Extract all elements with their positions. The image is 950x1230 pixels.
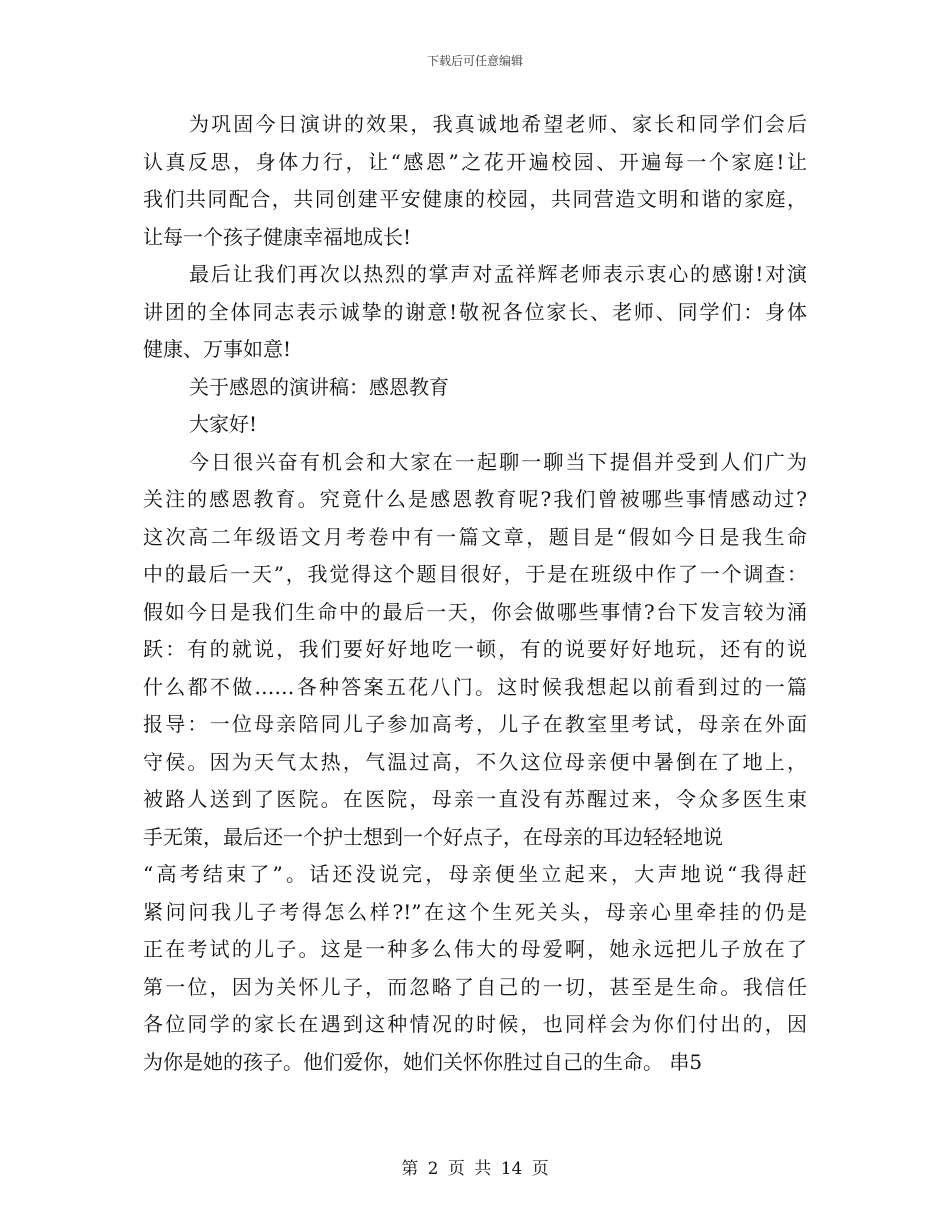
text-line: 为巩固今日演讲的效果，我真诚地希望老师、家长和同学们会后 [189, 112, 807, 136]
text-line: 紧问问我儿子考得怎么样?!”在这个生死关头，母亲心里牵挂的仍是 [143, 899, 807, 924]
text-line: 为你是她的孩子。他们爱你，她们关怀你胜过自己的生命。 串5 [143, 1049, 703, 1074]
text-line: 这次高二年级语文月考卷中有一篇文章，题目是“假如今日是我生命 [143, 524, 807, 549]
text-line: 中的最后一天”，我觉得这个题目很好，于是在班级中作了一个调查： [143, 562, 807, 586]
greeting: 大家好! [189, 412, 258, 436]
page-number: 第 2 页 共 14 页 [401, 1159, 549, 1179]
text-line: 报导：一位母亲陪同儿子参加高考，儿子在教室里考试，母亲在外面 [143, 712, 807, 736]
text-line: 讲团的全体同志表示诚挚的谢意!敬祝各位家长、老师、同学们：身体 [143, 299, 807, 324]
text-line: “高考结束了”。话还没说完，母亲便坐立起来，大声地说“我得赶 [143, 862, 807, 886]
text-line: 什么都不做……各种答案五花八门。这时候我想起以前看到过的一篇 [143, 674, 807, 699]
text-line: 我们共同配合，共同创建平安健康的校园，共同营造文明和谐的家庭， [143, 187, 807, 211]
text-line: 守侯。因为天气太热，气温过高，不久这位母亲便中暑倒在了地上， [143, 749, 807, 774]
text-line: 让每一个孩子健康幸福地成长! [143, 224, 412, 249]
text-line: 第一位，因为关怀儿子，而忽略了自己的一切，甚至是生命。我信任 [143, 974, 807, 999]
text-line: 今日很兴奋有机会和大家在一起聊一聊当下提倡并受到人们广为 [189, 449, 807, 474]
page-header: 下载后可任意编辑 [426, 54, 523, 68]
text-line: 跃：有的就说，我们要好好地吃一顿，有的说要好好地玩，还有的说 [143, 637, 807, 661]
text-line: 假如今日是我们生命中的最后一天，你会做哪些事情?台下发言较为涌 [143, 599, 807, 624]
text-line: 认真反思，身体力行，让“感恩”之花开遍校园、开遍每一个家庭!让 [143, 149, 807, 174]
document-body [143, 106, 807, 1081]
text-line: 各位同学的家长在遇到这种情况的时候，也同样会为你们付出的，因 [143, 1012, 807, 1036]
text-line: 最后让我们再次以热烈的掌声对孟祥辉老师表示衷心的感谢!对演 [189, 262, 807, 286]
text-line: 健康、万事如意! [143, 337, 292, 361]
text-line: 被路人送到了医院。在医院，母亲一直没有苏醒过来，令众多医生束 [143, 787, 807, 811]
text-line: 关注的感恩教育。究竟什么是感恩教育呢?我们曾被哪些事情感动过? [143, 487, 807, 511]
text-line: 正在考试的儿子。这是一种多么伟大的母爱啊，她永远把儿子放在了 [143, 937, 807, 961]
text-line: 手无策，最后还一个护士想到一个好点子，在母亲的耳边轻轻地说 [143, 824, 723, 849]
section-title: 关于感恩的演讲稿：感恩教育 [189, 374, 449, 399]
